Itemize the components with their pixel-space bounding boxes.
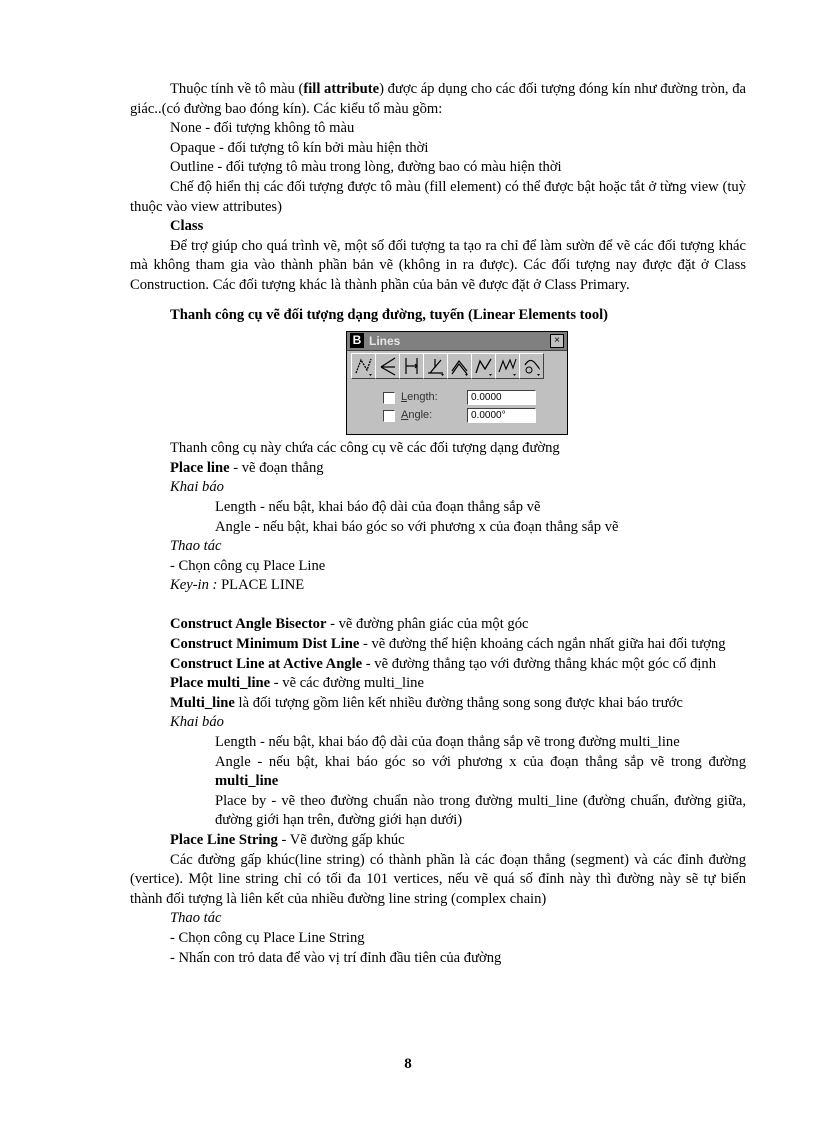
paragraph-class: Để trợ giúp cho quá trình vẽ, một số đối tượng ta tạo ra chỉ để làm sườn để vẽ các đối tượng khác mà không tham gia vào thành phần bản vẽ (không in ra được). Các đối tượng nay được đặt ở Class Construction. Các đối tượng khác là thành phần của bản vẽ được đặt ở Class Primary. bbox=[130, 237, 746, 293]
heading-class: Class bbox=[170, 218, 204, 235]
toolbar-titlebar[interactable] bbox=[347, 332, 567, 351]
tool-place-line-string: Place Line String - Vẽ đường gấp khúc bbox=[170, 832, 405, 848]
subheading-khai-bao: Khai báo bbox=[170, 479, 224, 496]
lines-toolbar bbox=[346, 331, 568, 435]
active-angle-line-tool-icon[interactable] bbox=[423, 353, 448, 379]
step-item: - Nhấn con trỏ data để vào vị trí đỉnh đầu tiên của đường bbox=[170, 949, 502, 966]
option-angle: Angle - nếu bật, khai báo góc so với phương x của đoạn thẳng sắp vẽ bbox=[215, 518, 619, 535]
subheading-khai-bao: Khai báo bbox=[170, 714, 224, 731]
point-curve-tool-icon[interactable] bbox=[519, 353, 544, 379]
tool-buttons bbox=[351, 353, 563, 381]
tool-min-dist-line: Construct Minimum Dist Line - vẽ đường thể hiện khoảng cách ngắn nhất giữa hai đối tượng bbox=[170, 636, 726, 653]
option-length: Length - nếu bật, khai báo độ dài của đoạn thẳng sắp vẽ bbox=[215, 498, 541, 515]
option-length: Length - nếu bật, khai báo độ dài của đoạn thẳng sắp vẽ trong đường multi_line bbox=[215, 734, 680, 751]
place-smartline-tool-icon[interactable] bbox=[351, 353, 376, 379]
list-item: Opaque - đối tượng tô kín bởi màu hiện thời bbox=[170, 139, 429, 156]
angle-input[interactable]: 0.0000° bbox=[467, 408, 536, 423]
angle-label: Angle: bbox=[401, 409, 433, 422]
option-angle: Angle - nếu bật, khai báo góc so với phương x của đoạn thẳng sắp vẽ trong đường multi_line bbox=[215, 753, 746, 790]
tool-place-line: Place line - vẽ đoạn thẳng bbox=[170, 459, 324, 476]
subheading-thao-tac: Thao tác bbox=[170, 910, 222, 927]
paragraph-toolbar: Thanh công cụ này chứa các công cụ vẽ các đối tượng dạng đường bbox=[170, 440, 560, 457]
length-input[interactable]: 0.0000 bbox=[467, 390, 536, 405]
length-option-row bbox=[383, 390, 563, 406]
keyin-line: Key-in : PLACE LINE bbox=[170, 577, 305, 594]
length-checkbox[interactable] bbox=[383, 392, 395, 404]
paragraph-line-string: Các đường gấp khúc(line string) có thành phần là các đoạn thẳng (segment) và các đỉnh đường (vertice). Một line string chỉ có tối đa 101 vertices, nếu vẽ quá số đỉnh này thì đường này sẽ tự biến thành đối tượng là liên kết của nhiều đường line string (complex chain) bbox=[130, 851, 746, 907]
close-button[interactable]: × bbox=[550, 334, 564, 348]
multi-line-definition: Multi_line là đối tượng gồm liên kết nhiều đường thẳng song song được khai báo trước bbox=[170, 694, 683, 711]
length-label: Length: bbox=[401, 391, 438, 404]
list-item: Outline - đối tượng tô màu trong lòng, đường bao có màu hiện thời bbox=[170, 159, 562, 176]
tool-angle-bisector: Construct Angle Bisector - vẽ đường phân giác của một góc bbox=[170, 616, 529, 633]
document-page bbox=[130, 80, 746, 968]
multi-line-tool-icon[interactable] bbox=[447, 353, 472, 379]
tool-place-multi-line: Place multi_line - vẽ các đường multi_line bbox=[170, 675, 424, 692]
angle-option-row bbox=[383, 408, 563, 424]
tool-active-angle-line: Construct Line at Active Angle - vẽ đường thẳng tạo với đường thẳng khác một góc cố định bbox=[170, 655, 717, 672]
section-heading: Thanh công cụ vẽ đối tượng dạng đường, tuyến (Linear Elements tool) bbox=[170, 306, 609, 323]
paragraph-display: Chế độ hiển thị các đối tượng được tô màu (fill element) có thể được bật hoặc tắt ở từng view (tuỳ thuộc vào view attributes) bbox=[130, 178, 746, 215]
page-number: 8 bbox=[404, 1056, 412, 1072]
min-dist-line-tool-icon[interactable] bbox=[399, 353, 424, 379]
stream-line-string-tool-icon[interactable] bbox=[495, 353, 520, 379]
line-string-tool-icon[interactable] bbox=[471, 353, 496, 379]
step-item: - Chọn công cụ Place Line bbox=[170, 557, 326, 574]
angle-bisector-tool-icon[interactable] bbox=[375, 353, 400, 379]
step-item: - Chọn công cụ Place Line String bbox=[170, 929, 365, 946]
list-item: None - đối tượng không tô màu bbox=[170, 120, 355, 137]
toolbar-title: Lines bbox=[369, 334, 401, 349]
term-fill-attribute: fill attribute bbox=[303, 81, 380, 97]
paragraph-fill-attribute: Thuộc tính về tô màu (fill attribute) được áp dụng cho các đối tượng đóng kín như đường tròn, đa giác..(có đường bao đóng kín). Các kiểu tổ màu gồm: bbox=[130, 81, 747, 117]
microstation-logo-icon: B bbox=[350, 333, 364, 348]
option-place-by: Place by - vẽ theo đường chuẩn nào trong đường multi_line (đường chuẩn, đường giữa, đường giới hạn trên, đường giới hạn dưới) bbox=[215, 792, 746, 829]
subheading-thao-tac: Thao tác bbox=[170, 538, 222, 555]
angle-checkbox[interactable] bbox=[383, 410, 395, 422]
